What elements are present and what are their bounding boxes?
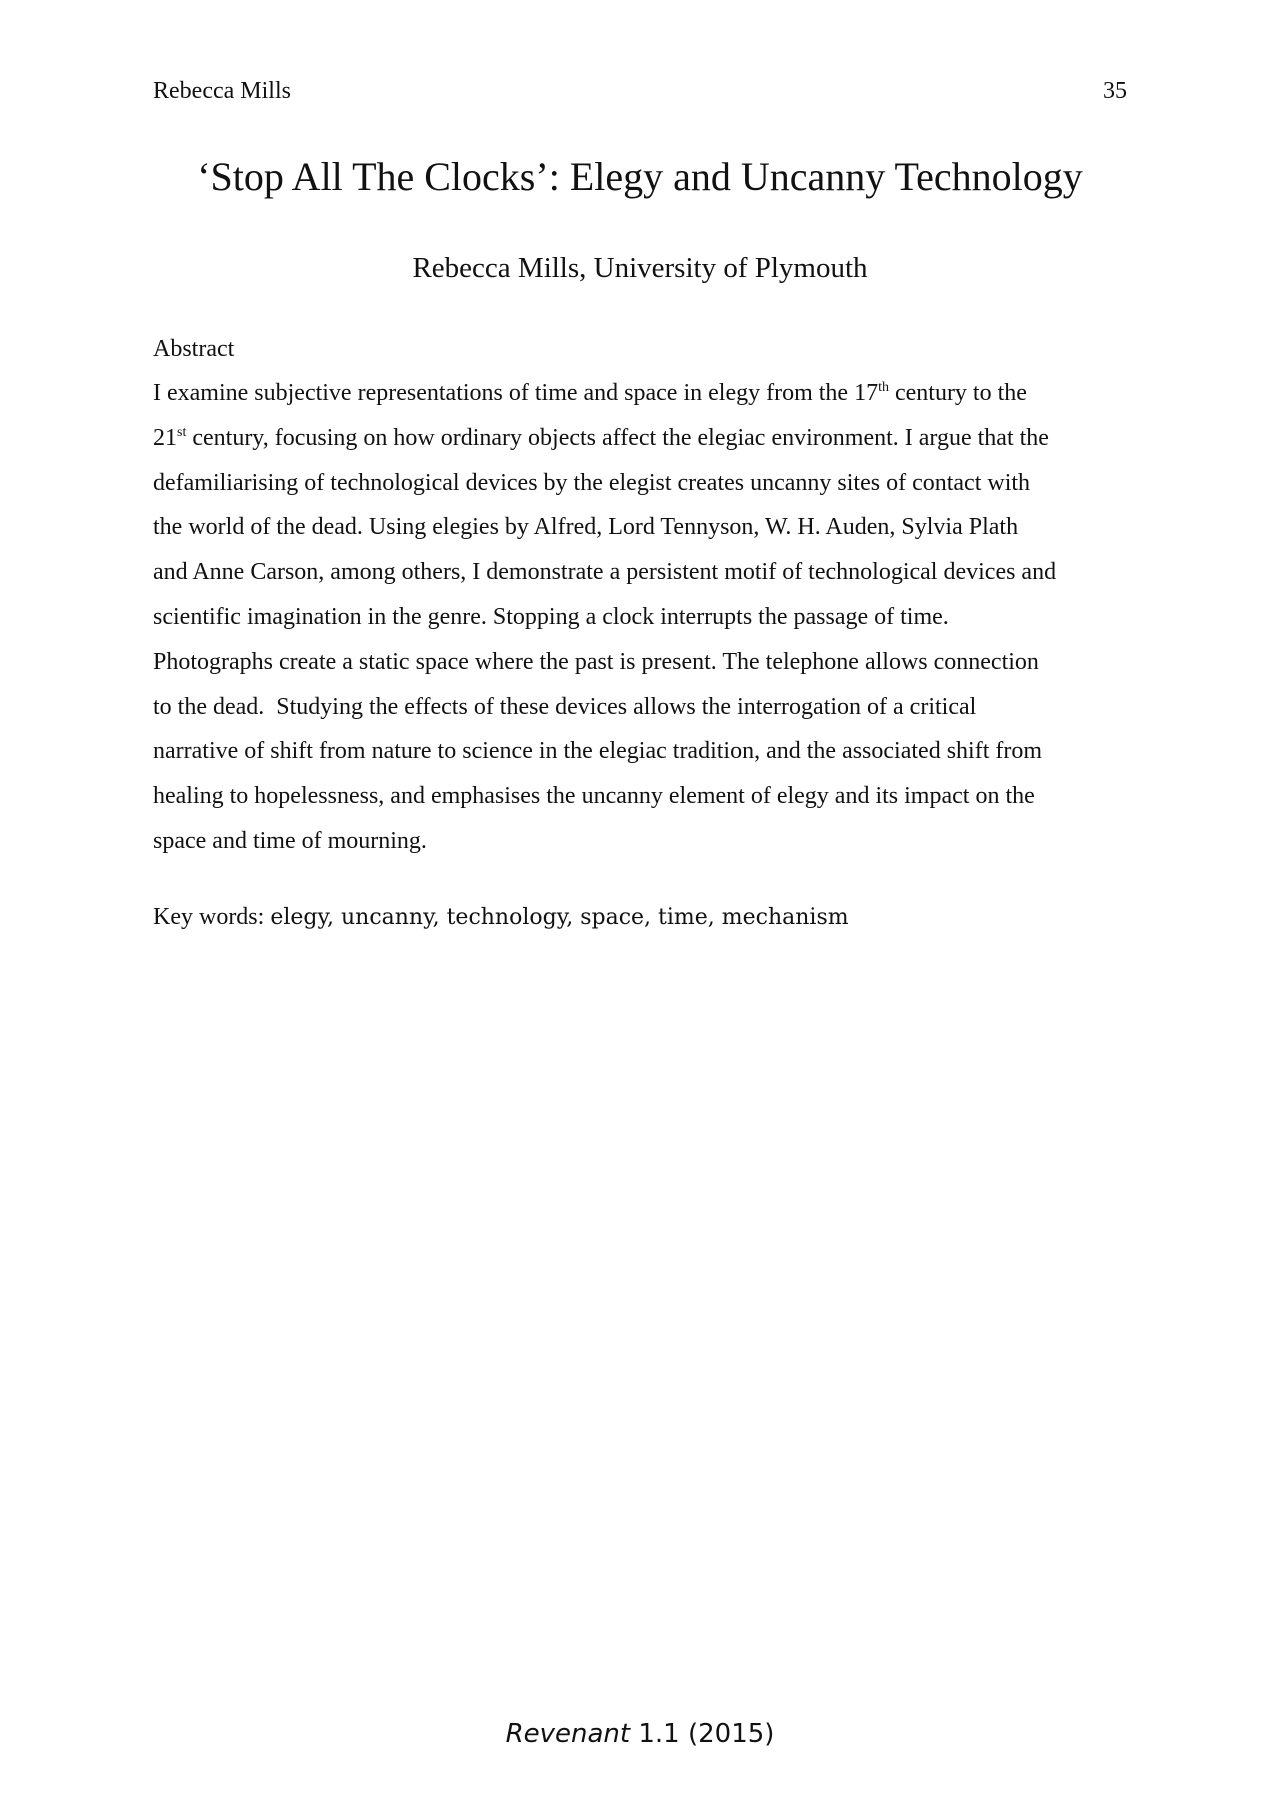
abstract-line: space and time of mourning. (153, 827, 427, 854)
journal-footer (0, 1718, 1280, 1750)
keywords-values: elegy, uncanny, technology, space, time, mechanism (270, 905, 849, 930)
abstract-line: I examine subjective representations of time and space in elegy from the 17th century to the (153, 380, 1027, 406)
abstract-line: scientific imagination in the genre. Stopping a clock interrupts the passage of time. (153, 603, 949, 630)
abstract-heading: Abstract (153, 336, 235, 362)
superscript: th (878, 380, 889, 395)
abstract-line: to the dead. Studying the effects of these devices allows the interrogation of a critical (153, 693, 977, 720)
running-head-author: Rebecca Mills (153, 78, 291, 104)
abstract-line: the world of the dead. Using elegies by Alfred, Lord Tennyson, W. H. Auden, Sylvia Plath (153, 514, 1019, 541)
superscript: st (177, 424, 187, 440)
running-head (153, 76, 1127, 106)
journal-issue: 1.1 (2015) (630, 1719, 775, 1749)
abstract-line: healing to hopelessness, and emphasises the uncanny element of elegy and its impact on the (153, 783, 1035, 810)
abstract-line: narrative of shift from nature to science in the elegiac tradition, and the associated shift from (153, 738, 1043, 765)
abstract-line: defamiliarising of technological devices by the elegist creates uncanny sites of contact with (153, 469, 1031, 496)
abstract-line: and Anne Carson, among others, I demonstrate a persistent motif of technological devices and (153, 559, 1057, 586)
keywords (153, 902, 849, 933)
abstract-body (153, 371, 1143, 864)
page-number: 35 (1103, 78, 1127, 104)
article-title: ‘Stop All The Clocks’: Elegy and Uncanny Technology (197, 154, 1083, 199)
abstract-line: 21st century, focusing on how ordinary objects affect the elegiac environment. I argue that the (153, 424, 1049, 451)
journal-name: Revenant (505, 1719, 631, 1749)
author-affiliation: Rebecca Mills, University of Plymouth (412, 252, 868, 284)
abstract-line: Photographs create a static space where the past is present. The telephone allows connection (153, 648, 1039, 675)
keywords-label: Key words: (153, 904, 271, 930)
